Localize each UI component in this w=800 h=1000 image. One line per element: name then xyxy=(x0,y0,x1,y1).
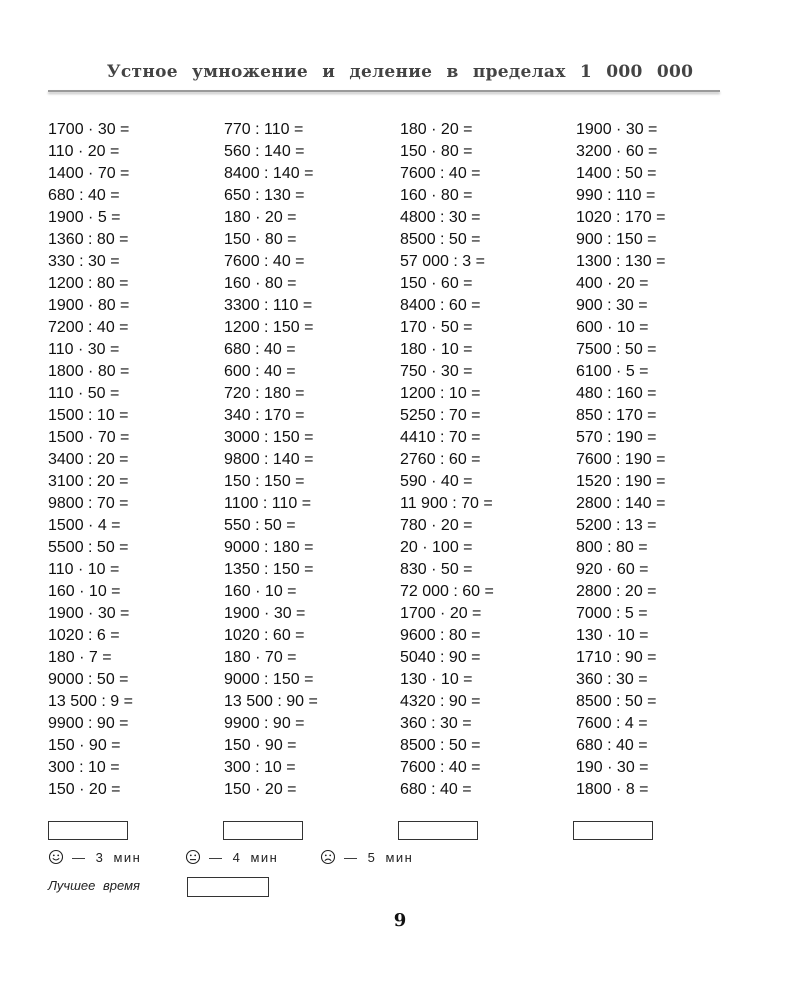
exercise-item: 780 · 20 = xyxy=(400,517,473,534)
exercise-item: 3100 : 20 = xyxy=(48,473,129,490)
exercise-item: 1020 : 6 = xyxy=(48,627,120,644)
exercise-column-4 xyxy=(576,119,746,801)
exercise-item: 8500 : 50 = xyxy=(400,737,481,754)
exercise-item: 150 · 20 = xyxy=(224,781,297,798)
smile-face-icon xyxy=(48,849,64,865)
exercise-item: 1300 : 130 = xyxy=(576,253,666,270)
exercise-item: 110 · 30 = xyxy=(48,341,120,358)
exercise-item: 2800 : 140 = xyxy=(576,495,666,512)
exercise-item: 1900 · 5 = xyxy=(48,209,121,226)
exercise-item: 110 · 10 = xyxy=(48,561,120,578)
exercise-item: 150 : 150 = xyxy=(224,473,305,490)
exercise-item: 150 · 80 = xyxy=(224,231,297,248)
exercise-item: 150 · 60 = xyxy=(400,275,473,292)
exercise-item: 180 · 70 = xyxy=(224,649,297,666)
exercise-item: 300 : 10 = xyxy=(48,759,120,776)
exercise-item: 1350 : 150 = xyxy=(224,561,314,578)
exercise-item: 1200 : 80 = xyxy=(48,275,129,292)
exercise-item: 7500 : 50 = xyxy=(576,341,657,358)
exercise-item: 3200 · 60 = xyxy=(576,143,658,160)
exercise-item: 110 · 50 = xyxy=(48,385,120,402)
exercise-item: 160 · 80 = xyxy=(224,275,297,292)
exercise-item: 2760 : 60 = xyxy=(400,451,481,468)
answer-box-3[interactable] xyxy=(398,821,478,840)
exercise-item: 680 : 40 = xyxy=(224,341,296,358)
exercise-item: 600 · 10 = xyxy=(576,319,649,336)
exercise-item: 150 · 20 = xyxy=(48,781,121,798)
exercise-item: 5250 : 70 = xyxy=(400,407,481,424)
exercise-item: 180 · 10 = xyxy=(400,341,473,358)
exercise-item: 9000 : 150 = xyxy=(224,671,314,688)
exercise-item: 1710 : 90 = xyxy=(576,649,657,666)
exercise-item: 72 000 : 60 = xyxy=(400,583,494,600)
exercise-item: 8500 : 50 = xyxy=(576,693,657,710)
exercise-item: 7600 : 40 = xyxy=(400,165,481,182)
legend-item-5min xyxy=(320,849,413,865)
exercise-item: 750 · 30 = xyxy=(400,363,473,380)
exercise-item: 400 · 20 = xyxy=(576,275,649,292)
exercise-item: 130 · 10 = xyxy=(400,671,473,688)
exercise-item: 590 · 40 = xyxy=(400,473,473,490)
exercise-item: 11 900 : 70 = xyxy=(400,495,493,512)
exercise-item: 680 : 40 = xyxy=(48,187,120,204)
exercise-item: 9000 : 180 = xyxy=(224,539,314,556)
exercise-item: 1400 · 70 = xyxy=(48,165,130,182)
exercise-item: 180 · 20 = xyxy=(224,209,297,226)
exercise-item: 57 000 : 3 = xyxy=(400,253,485,270)
exercise-item: 1020 : 60 = xyxy=(224,627,305,644)
exercise-item: 3400 : 20 = xyxy=(48,451,129,468)
exercise-item: 190 · 30 = xyxy=(576,759,649,776)
exercise-item: 110 · 20 = xyxy=(48,143,120,160)
exercise-item: 680 : 40 = xyxy=(576,737,648,754)
exercise-item: 7600 : 40 = xyxy=(400,759,481,776)
exercise-item: 1200 : 10 = xyxy=(400,385,481,402)
exercise-item: 1520 : 190 = xyxy=(576,473,666,490)
exercise-item: 8400 : 60 = xyxy=(400,297,481,314)
exercise-item: 5500 : 50 = xyxy=(48,539,129,556)
exercise-item: 480 : 160 = xyxy=(576,385,657,402)
best-time-label: Лучшее время xyxy=(48,878,140,893)
answer-box-2[interactable] xyxy=(223,821,303,840)
exercise-item: 4800 : 30 = xyxy=(400,209,481,226)
exercise-item: 650 : 130 = xyxy=(224,187,305,204)
exercise-item: 360 : 30 = xyxy=(400,715,472,732)
exercise-item: 5040 : 90 = xyxy=(400,649,481,666)
exercise-item: 1360 : 80 = xyxy=(48,231,129,248)
exercise-item: 1100 : 110 = xyxy=(224,495,312,512)
exercise-item: 160 · 10 = xyxy=(224,583,297,600)
exercise-column-3 xyxy=(400,119,570,801)
exercise-item: 770 : 110 = xyxy=(224,121,304,138)
exercise-item: 7600 : 190 = xyxy=(576,451,666,468)
exercise-item: 9000 : 50 = xyxy=(48,671,129,688)
exercise-item: 1020 : 170 = xyxy=(576,209,666,226)
page-title: Устное умножение и деление в пределах 1 000 000 xyxy=(106,62,694,82)
exercise-item: 9800 : 70 = xyxy=(48,495,129,512)
exercise-item: 7600 : 40 = xyxy=(224,253,305,270)
exercise-item: 160 · 10 = xyxy=(48,583,121,600)
page-number: 9 xyxy=(393,910,407,931)
exercise-item: 570 : 190 = xyxy=(576,429,657,446)
exercise-item: 990 : 110 = xyxy=(576,187,656,204)
exercise-item: 720 : 180 = xyxy=(224,385,305,402)
exercise-item: 1700 · 20 = xyxy=(400,605,482,622)
exercise-item: 560 : 140 = xyxy=(224,143,305,160)
exercise-item: 180 · 20 = xyxy=(400,121,473,138)
exercise-item: 8400 : 140 = xyxy=(224,165,314,182)
exercise-item: 1400 : 50 = xyxy=(576,165,657,182)
exercise-item: 1800 · 80 = xyxy=(48,363,130,380)
exercise-item: 360 : 30 = xyxy=(576,671,648,688)
header-divider xyxy=(48,90,720,92)
exercise-item: 600 : 40 = xyxy=(224,363,296,380)
exercise-item: 4410 : 70 = xyxy=(400,429,481,446)
exercise-item: 160 · 80 = xyxy=(400,187,473,204)
exercise-item: 180 · 7 = xyxy=(48,649,112,666)
exercise-item: 130 · 10 = xyxy=(576,627,649,644)
exercise-item: 3000 : 150 = xyxy=(224,429,314,446)
exercise-columns xyxy=(0,119,800,809)
exercise-item: 2800 : 20 = xyxy=(576,583,657,600)
exercise-item: 150 · 80 = xyxy=(400,143,473,160)
exercise-item: 900 : 150 = xyxy=(576,231,657,248)
neutral-face-icon xyxy=(185,849,201,865)
exercise-item: 1500 : 10 = xyxy=(48,407,129,424)
exercise-item: 1800 · 8 = xyxy=(576,781,649,798)
exercise-item: 20 · 100 = xyxy=(400,539,473,556)
exercise-item: 1900 · 80 = xyxy=(48,297,130,314)
sad-face-icon xyxy=(320,849,336,865)
exercise-item: 9600 : 80 = xyxy=(400,627,481,644)
exercise-item: 7000 : 5 = xyxy=(576,605,648,622)
exercise-item: 1900 · 30 = xyxy=(48,605,130,622)
best-time-box[interactable] xyxy=(187,877,269,897)
exercise-column-2 xyxy=(224,119,394,801)
exercise-item: 4320 : 90 = xyxy=(400,693,481,710)
exercise-item: 1500 · 70 = xyxy=(48,429,130,446)
exercise-item: 680 : 40 = xyxy=(400,781,472,798)
exercise-item: 900 : 30 = xyxy=(576,297,648,314)
exercise-item: 1900 · 30 = xyxy=(576,121,658,138)
legend-item-4min xyxy=(185,849,278,865)
legend-text-5min: — 5 мин xyxy=(344,849,414,865)
exercise-item: 7200 : 40 = xyxy=(48,319,129,336)
legend-item-3min xyxy=(48,849,141,865)
exercise-item: 13 500 : 90 = xyxy=(224,693,318,710)
exercise-item: 550 : 50 = xyxy=(224,517,296,534)
legend-text-3min: — 3 мин xyxy=(72,849,142,865)
exercise-item: 7600 : 4 = xyxy=(576,715,648,732)
exercise-item: 5200 : 13 = xyxy=(576,517,657,534)
exercise-item: 1200 : 150 = xyxy=(224,319,314,336)
exercise-item: 1500 · 4 = xyxy=(48,517,121,534)
exercise-item: 1700 · 30 = xyxy=(48,121,130,138)
exercise-item: 150 · 90 = xyxy=(48,737,121,754)
answer-box-1[interactable] xyxy=(48,821,128,840)
exercise-item: 9900 : 90 = xyxy=(48,715,129,732)
exercise-item: 1900 · 30 = xyxy=(224,605,306,622)
exercise-item: 8500 : 50 = xyxy=(400,231,481,248)
exercise-item: 150 · 90 = xyxy=(224,737,297,754)
exercise-item: 850 : 170 = xyxy=(576,407,657,424)
exercise-item: 13 500 : 9 = xyxy=(48,693,133,710)
legend-text-4min: — 4 мин xyxy=(209,849,279,865)
exercise-item: 920 · 60 = xyxy=(576,561,649,578)
answer-box-4[interactable] xyxy=(573,821,653,840)
exercise-item: 800 : 80 = xyxy=(576,539,648,556)
exercise-column-1 xyxy=(48,119,218,801)
exercise-item: 9800 : 140 = xyxy=(224,451,314,468)
exercise-item: 170 · 50 = xyxy=(400,319,473,336)
exercise-item: 330 : 30 = xyxy=(48,253,120,270)
exercise-item: 830 · 50 = xyxy=(400,561,473,578)
exercise-item: 300 : 10 = xyxy=(224,759,296,776)
exercise-item: 6100 · 5 = xyxy=(576,363,649,380)
exercise-item: 9900 : 90 = xyxy=(224,715,305,732)
exercise-item: 3300 : 110 = xyxy=(224,297,313,314)
exercise-item: 340 : 170 = xyxy=(224,407,305,424)
